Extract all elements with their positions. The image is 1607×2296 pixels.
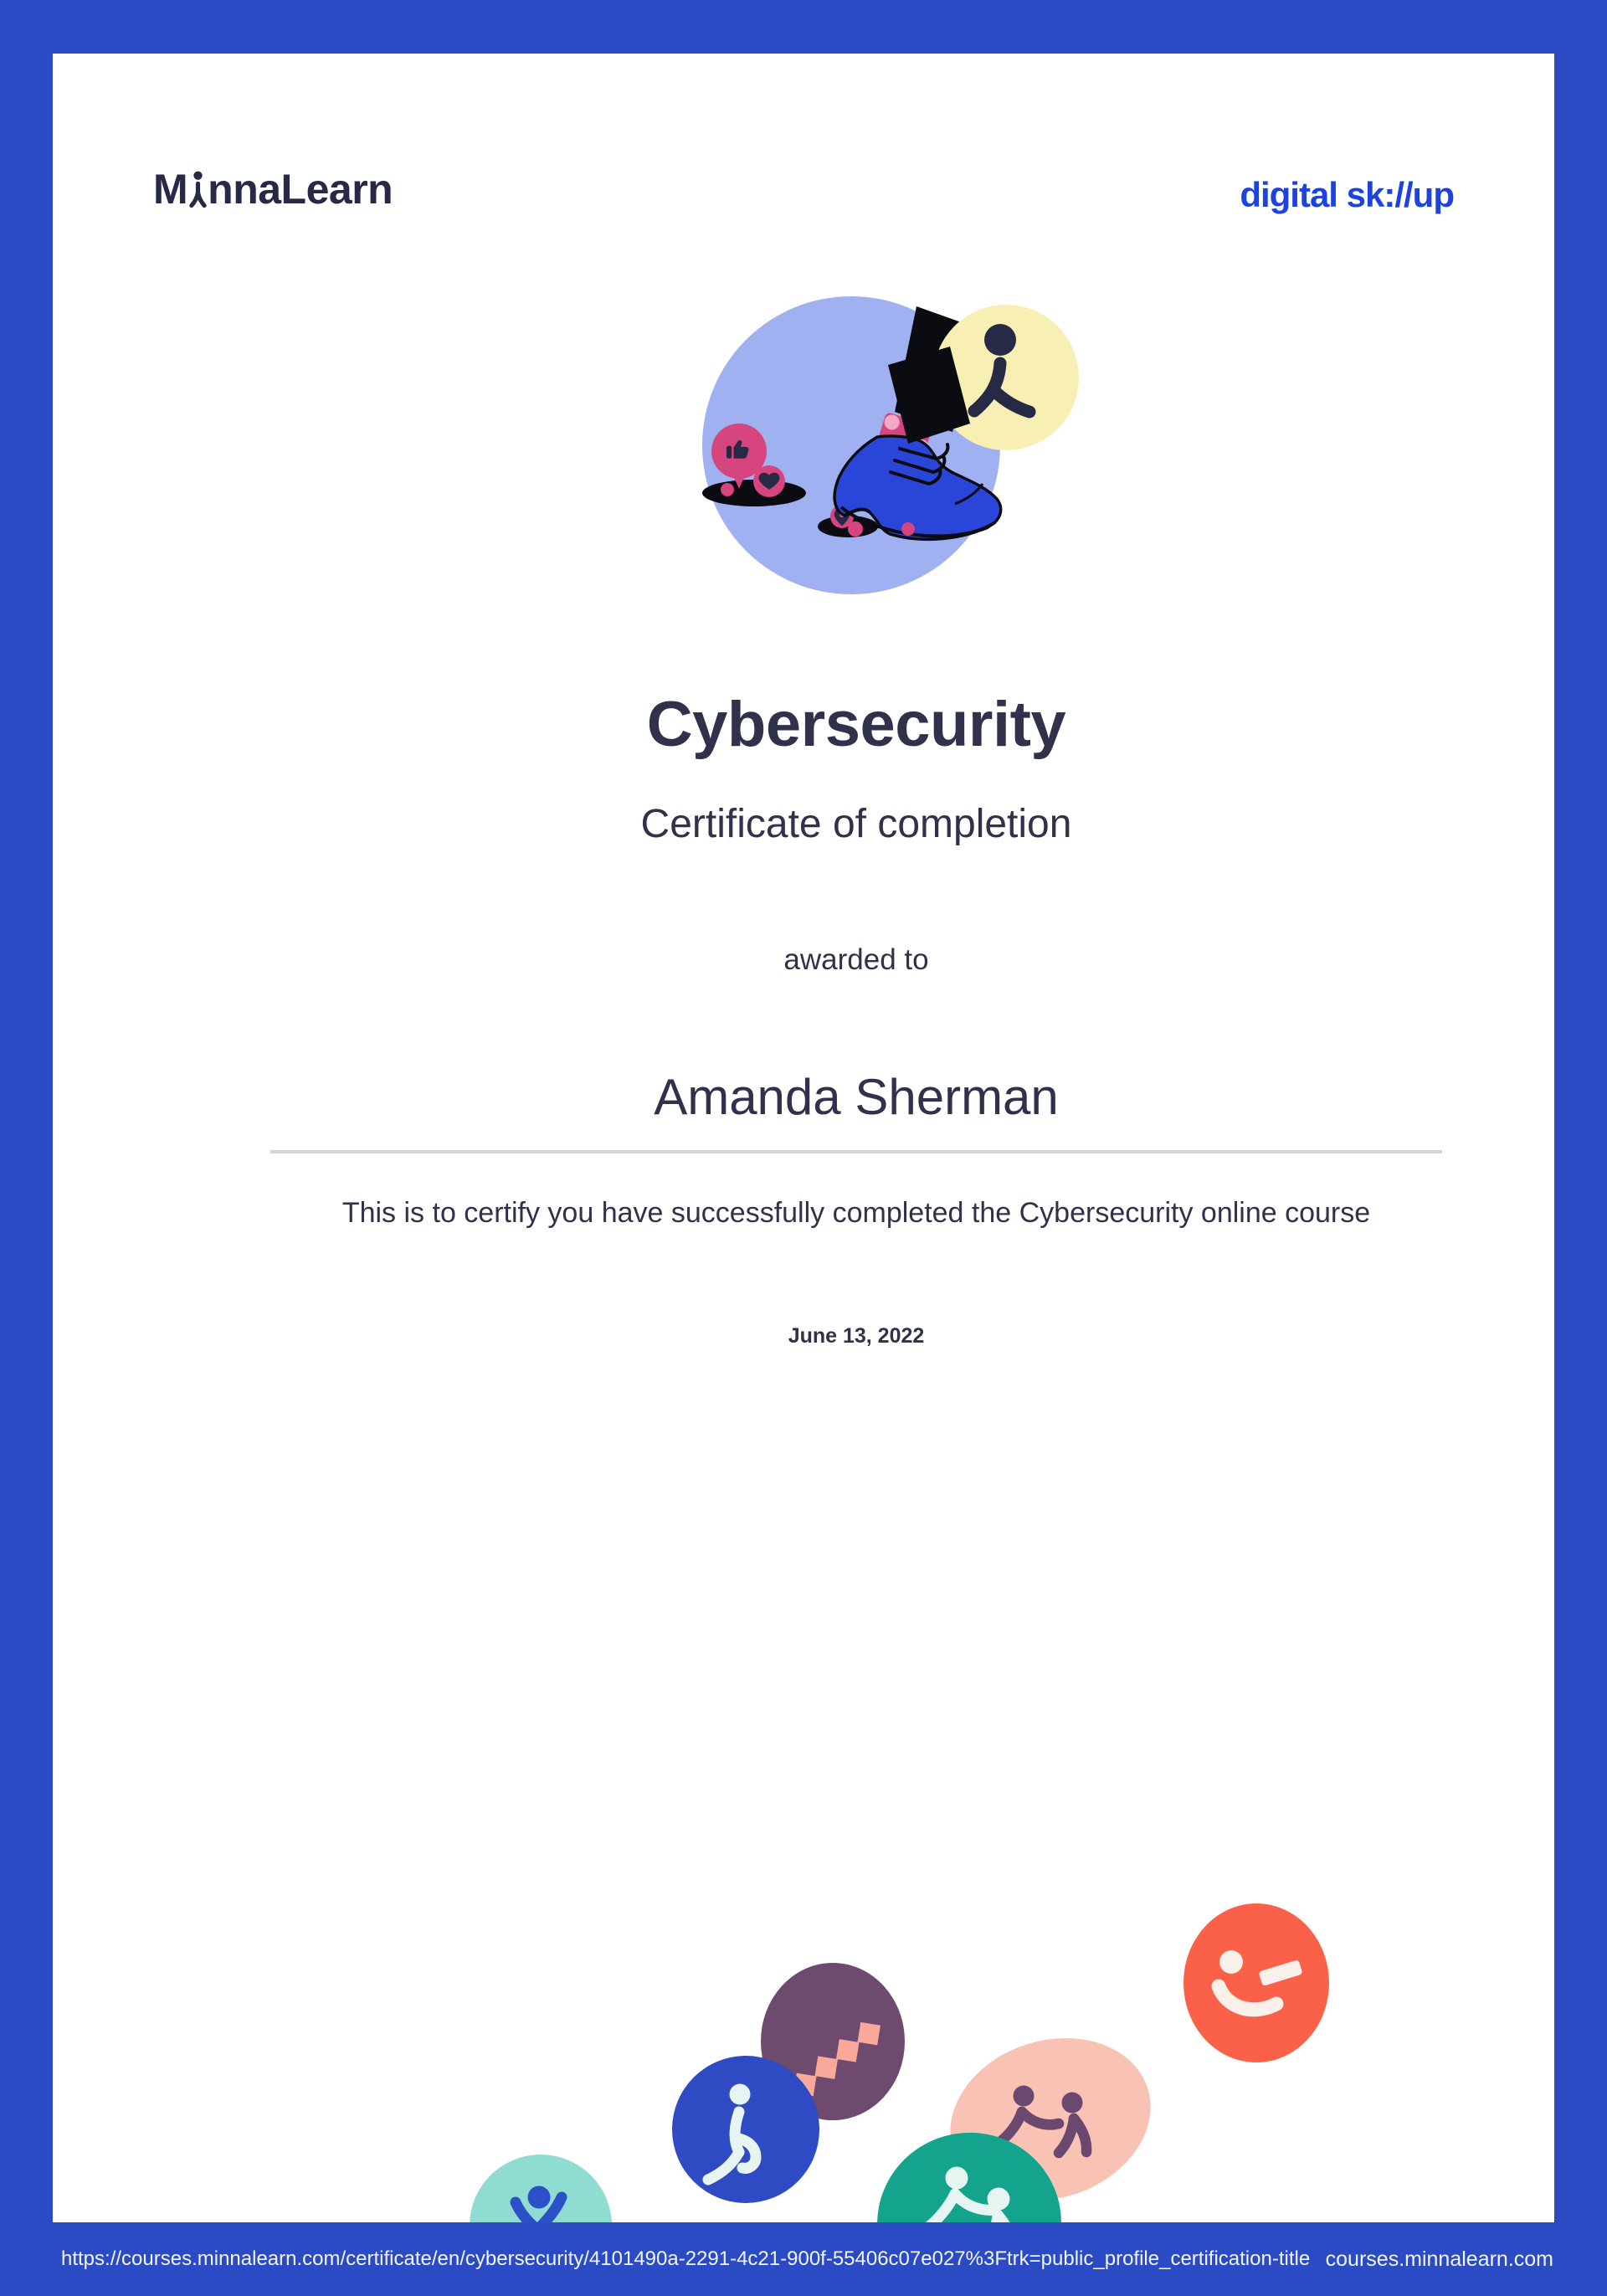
cheering-person-badge-icon: [470, 2155, 612, 2222]
minnalearn-logo: [153, 166, 393, 213]
hero-illustration: [689, 288, 1091, 614]
certificate-sheet: [53, 54, 1554, 2222]
certificate-subtitle: Certificate of completion: [640, 802, 1072, 846]
minnalearn-logo-m: M: [153, 166, 188, 213]
small-pink-ball: [901, 522, 915, 536]
winking-face-badge-icon: [1183, 1903, 1329, 2062]
recipient-name: Amanda Sherman: [654, 1069, 1059, 1125]
name-divider-line: [270, 1150, 1442, 1153]
course-title: Cybersecurity: [646, 689, 1066, 760]
footer-bar: [0, 2222, 1607, 2296]
site-label-text: courses.minnalearn.com: [1325, 2247, 1553, 2271]
minnalearn-person-i-icon: [189, 168, 207, 210]
completion-date: June 13, 2022: [788, 1324, 925, 1348]
minnalearn-logo-rest: nnaLearn: [208, 166, 393, 213]
certification-statement: This is to certify you have successfully completed the Cybersecurity online course: [341, 1197, 1371, 1229]
awarded-to-label: awarded to: [783, 943, 929, 976]
digital-skillup-logo: digital sk://up: [1240, 175, 1454, 214]
sitting-person-badge-icon: [672, 2056, 819, 2203]
footer-badges-illustration: [454, 1903, 1350, 2222]
certificate-url-text: https://courses.minnalearn.com/certificate/en/cybersecurity/4101490a-2291-4c21-900f-55406c07e027%3Ftrk=public_profile_certification-title: [61, 2247, 1311, 2270]
